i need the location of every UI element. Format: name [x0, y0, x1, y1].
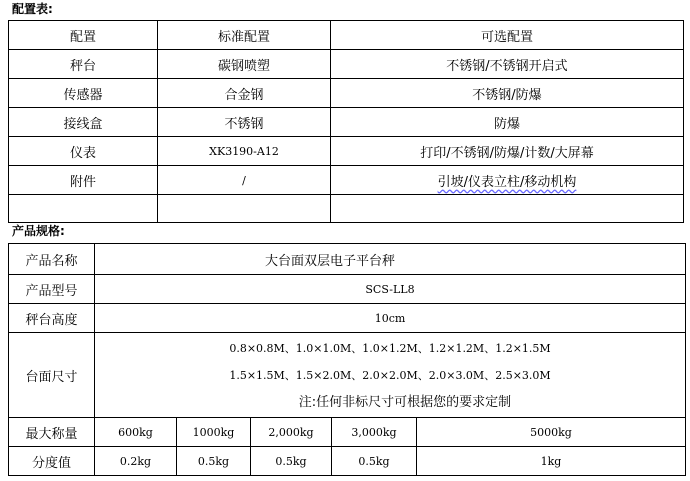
config-header-cell: 标准配置 [158, 21, 331, 50]
config-cell: 不锈钢/不锈钢开启式 [331, 50, 684, 79]
config-row [9, 195, 684, 223]
spec-label: 最大称量 [9, 418, 95, 447]
spec-row-model [9, 275, 686, 304]
spec-row-division [9, 447, 686, 476]
spec-label: 分度值 [9, 447, 95, 476]
config-cell [331, 195, 684, 223]
config-cell: 不锈钢/防爆 [331, 79, 684, 108]
spec-row-height [9, 304, 686, 333]
config-table-title: 配置表: [12, 2, 53, 16]
division-value: 0.5kg [332, 447, 417, 476]
capacity-value: 5000kg [417, 418, 686, 447]
size-line: 0.8×0.8M、1.0×1.0M、1.0×1.2M、1.2×1.2M、1.2×1.5M [229, 341, 551, 355]
capacity-value: 3,000kg [332, 418, 417, 447]
spec-label: 产品型号 [9, 275, 95, 304]
spec-row-capacity [9, 418, 686, 447]
config-cell: 引坡/仪表立柱/移动机构 [331, 166, 684, 195]
config-cell: 附件 [9, 166, 158, 195]
config-row [9, 50, 684, 79]
division-value: 0.2kg [95, 447, 177, 476]
config-cell: 防爆 [331, 108, 684, 137]
config-header-cell: 可选配置 [331, 21, 684, 50]
config-cell: 碳钢喷塑 [158, 50, 331, 79]
config-cell: 接线盒 [9, 108, 158, 137]
size-line: 1.5×1.5M、1.5×2.0M、2.0×2.0M、2.0×3.0M、2.5×3.0M [229, 368, 551, 382]
spec-label: 产品名称 [9, 244, 95, 275]
config-header-row [9, 21, 684, 50]
spec-row-name [9, 244, 686, 275]
config-cell: XK3190-A12 [158, 137, 331, 166]
config-cell: 合金钢 [158, 79, 331, 108]
config-cell: 仪表 [9, 137, 158, 166]
spec-label: 秤台高度 [9, 304, 95, 333]
division-value: 0.5kg [251, 447, 332, 476]
spec-table [8, 243, 686, 476]
platform-sizes [95, 333, 686, 418]
division-value: 1kg [417, 447, 686, 476]
capacity-value: 600kg [95, 418, 177, 447]
config-row [9, 79, 684, 108]
platform-height: 10cm [95, 304, 686, 333]
product-model: SCS-LL8 [95, 275, 686, 304]
product-name: 大台面双层电子平台秤 [95, 244, 686, 275]
config-cell [158, 195, 331, 223]
config-table [8, 20, 684, 223]
config-cell: / [158, 166, 331, 195]
spec-label: 台面尺寸 [9, 333, 95, 418]
config-cell [9, 195, 158, 223]
config-cell: 秤台 [9, 50, 158, 79]
capacity-value: 2,000kg [251, 418, 332, 447]
config-row [9, 137, 684, 166]
spec-table-title: 产品规格: [12, 224, 65, 238]
config-header-cell: 配置 [9, 21, 158, 50]
config-row [9, 108, 684, 137]
config-row [9, 166, 684, 195]
config-cell: 传感器 [9, 79, 158, 108]
config-cell: 打印/不锈钢/防爆/计数/大屏幕 [331, 137, 684, 166]
size-note: 注:任何非标尺寸可根据您的要求定制 [298, 394, 512, 410]
division-value: 0.5kg [177, 447, 251, 476]
config-cell: 不锈钢 [158, 108, 331, 137]
spec-row-size [9, 333, 686, 418]
capacity-value: 1000kg [177, 418, 251, 447]
